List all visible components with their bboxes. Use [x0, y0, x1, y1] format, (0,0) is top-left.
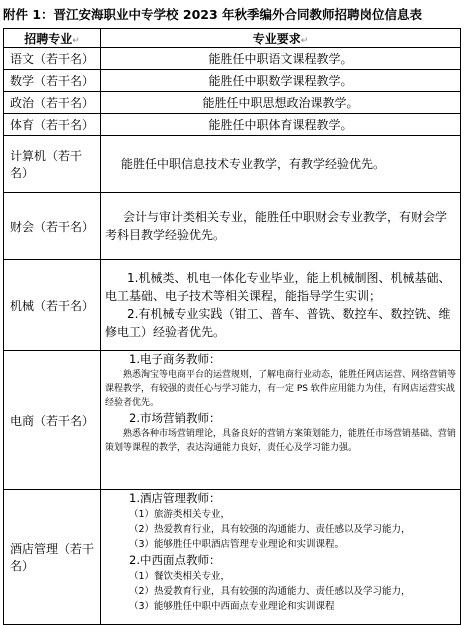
requirement-cell [101, 490, 461, 625]
recruitment-table [3, 28, 461, 625]
table-row-accounting [4, 193, 461, 260]
hotel-item: （3）能够胜任中职酒店管理专业理论和实训课程。 [129, 539, 345, 550]
requirement-cell: 能胜任中职体育课程教学。 [101, 114, 461, 136]
major-cell: 语文（若干名） [4, 48, 101, 70]
table-row-ecommerce [4, 351, 461, 490]
paragraph-mark-icon: ↵ [72, 35, 80, 46]
hotel-item: （2）热爱教育行业，具有较强的沟通能力、责任感以及学习能力， [129, 586, 411, 597]
ecommerce-heading-1: 1.电子商务教师： [129, 352, 221, 366]
document-title: 附件 1：晋江安海职业中专学校 2023 年秋季编外合同教师招聘岗位信息表 [3, 7, 423, 22]
major-cell: 电商（若干名） [4, 351, 101, 490]
table-row [4, 48, 461, 70]
hotel-item: （1）餐饮类相关专业， [129, 571, 231, 582]
major-cell: 体育（若干名） [4, 114, 101, 136]
requirement-cell [101, 193, 461, 260]
hotel-heading-1: 1.酒店管理教师： [129, 491, 221, 505]
header-requirement-label: 专业要求 [252, 31, 301, 46]
requirement-cell [101, 351, 461, 490]
table-row-mechanical [4, 260, 461, 351]
table-header-row [4, 29, 461, 48]
hotel-item: （1）旅游类相关专业， [129, 509, 231, 520]
ecommerce-heading-2: 2.市场营销教师： [129, 411, 221, 425]
major-cell: 机械（若干名） [4, 260, 101, 351]
hotel-item: （3）能够胜任中职中西面点专业理论和实训课程 [129, 601, 335, 612]
requirement-text: 会计与审计类相关专业，能胜任中职财会专业教学，有财会学考科目教学经验优先。 [105, 210, 448, 242]
ecommerce-paragraph-1: 熟悉淘宝等电商平台的运营规则，了解电商行业动态，能胜任网店运营、网络营销等课程教学，有较强的责任心与学习能力，有一定 PS 软件应用能力为佳，有网店运营实战经验者优先。 [105, 370, 457, 408]
requirement-paragraph-1: 1.机械类、机电一体化专业毕业，能上机械制图、机械基础、电工基础、电子技术等相关课程，能指导学生实训； [105, 271, 451, 303]
major-cell: 数学（若干名） [4, 70, 101, 92]
table-row [4, 92, 461, 114]
requirement-cell: 能胜任中职数学课程教学。 [101, 70, 461, 92]
requirement-cell: 能胜任中职语文课程教学。 [101, 48, 461, 70]
major-cell: 酒店管理（若干名） [4, 490, 101, 625]
header-major-label: 招聘专业 [24, 31, 73, 46]
table-row-computer [4, 136, 461, 193]
major-cell: 财会（若干名） [4, 193, 101, 260]
hotel-item: （2）热爱教育行业，具有较强的沟通能力、责任感以及学习能力， [129, 524, 411, 535]
table-row [4, 70, 461, 92]
major-cell: 政治（若干名） [4, 92, 101, 114]
requirement-cell: 能胜任中职思想政治课教学。 [101, 92, 461, 114]
paragraph-mark-icon: ↵ [300, 35, 309, 46]
requirement-cell [101, 260, 461, 351]
header-requirement [101, 29, 461, 48]
table-row [4, 114, 461, 136]
ecommerce-paragraph-2: 熟悉各种市场营销理论，具备良好的营销方案策划能力，能胜任市场营销基础、营销策划等课程的教学，表达沟通能力良好，责任心及学习能力强。 [105, 429, 457, 453]
table-row-hotel [4, 490, 461, 625]
major-cell: 计算机（若干名） [4, 136, 101, 193]
hotel-heading-2: 2.中西面点教师： [129, 553, 221, 567]
requirement-paragraph-2: 2.有机械专业实践（钳工、普车、普铣、数控车、数控铣、维修电工）经验者优先。 [105, 307, 451, 339]
requirement-cell [101, 136, 461, 193]
header-major [4, 29, 101, 48]
requirement-text: 能胜任中职信息技术专业教学，有教学经验优先。 [121, 157, 386, 171]
